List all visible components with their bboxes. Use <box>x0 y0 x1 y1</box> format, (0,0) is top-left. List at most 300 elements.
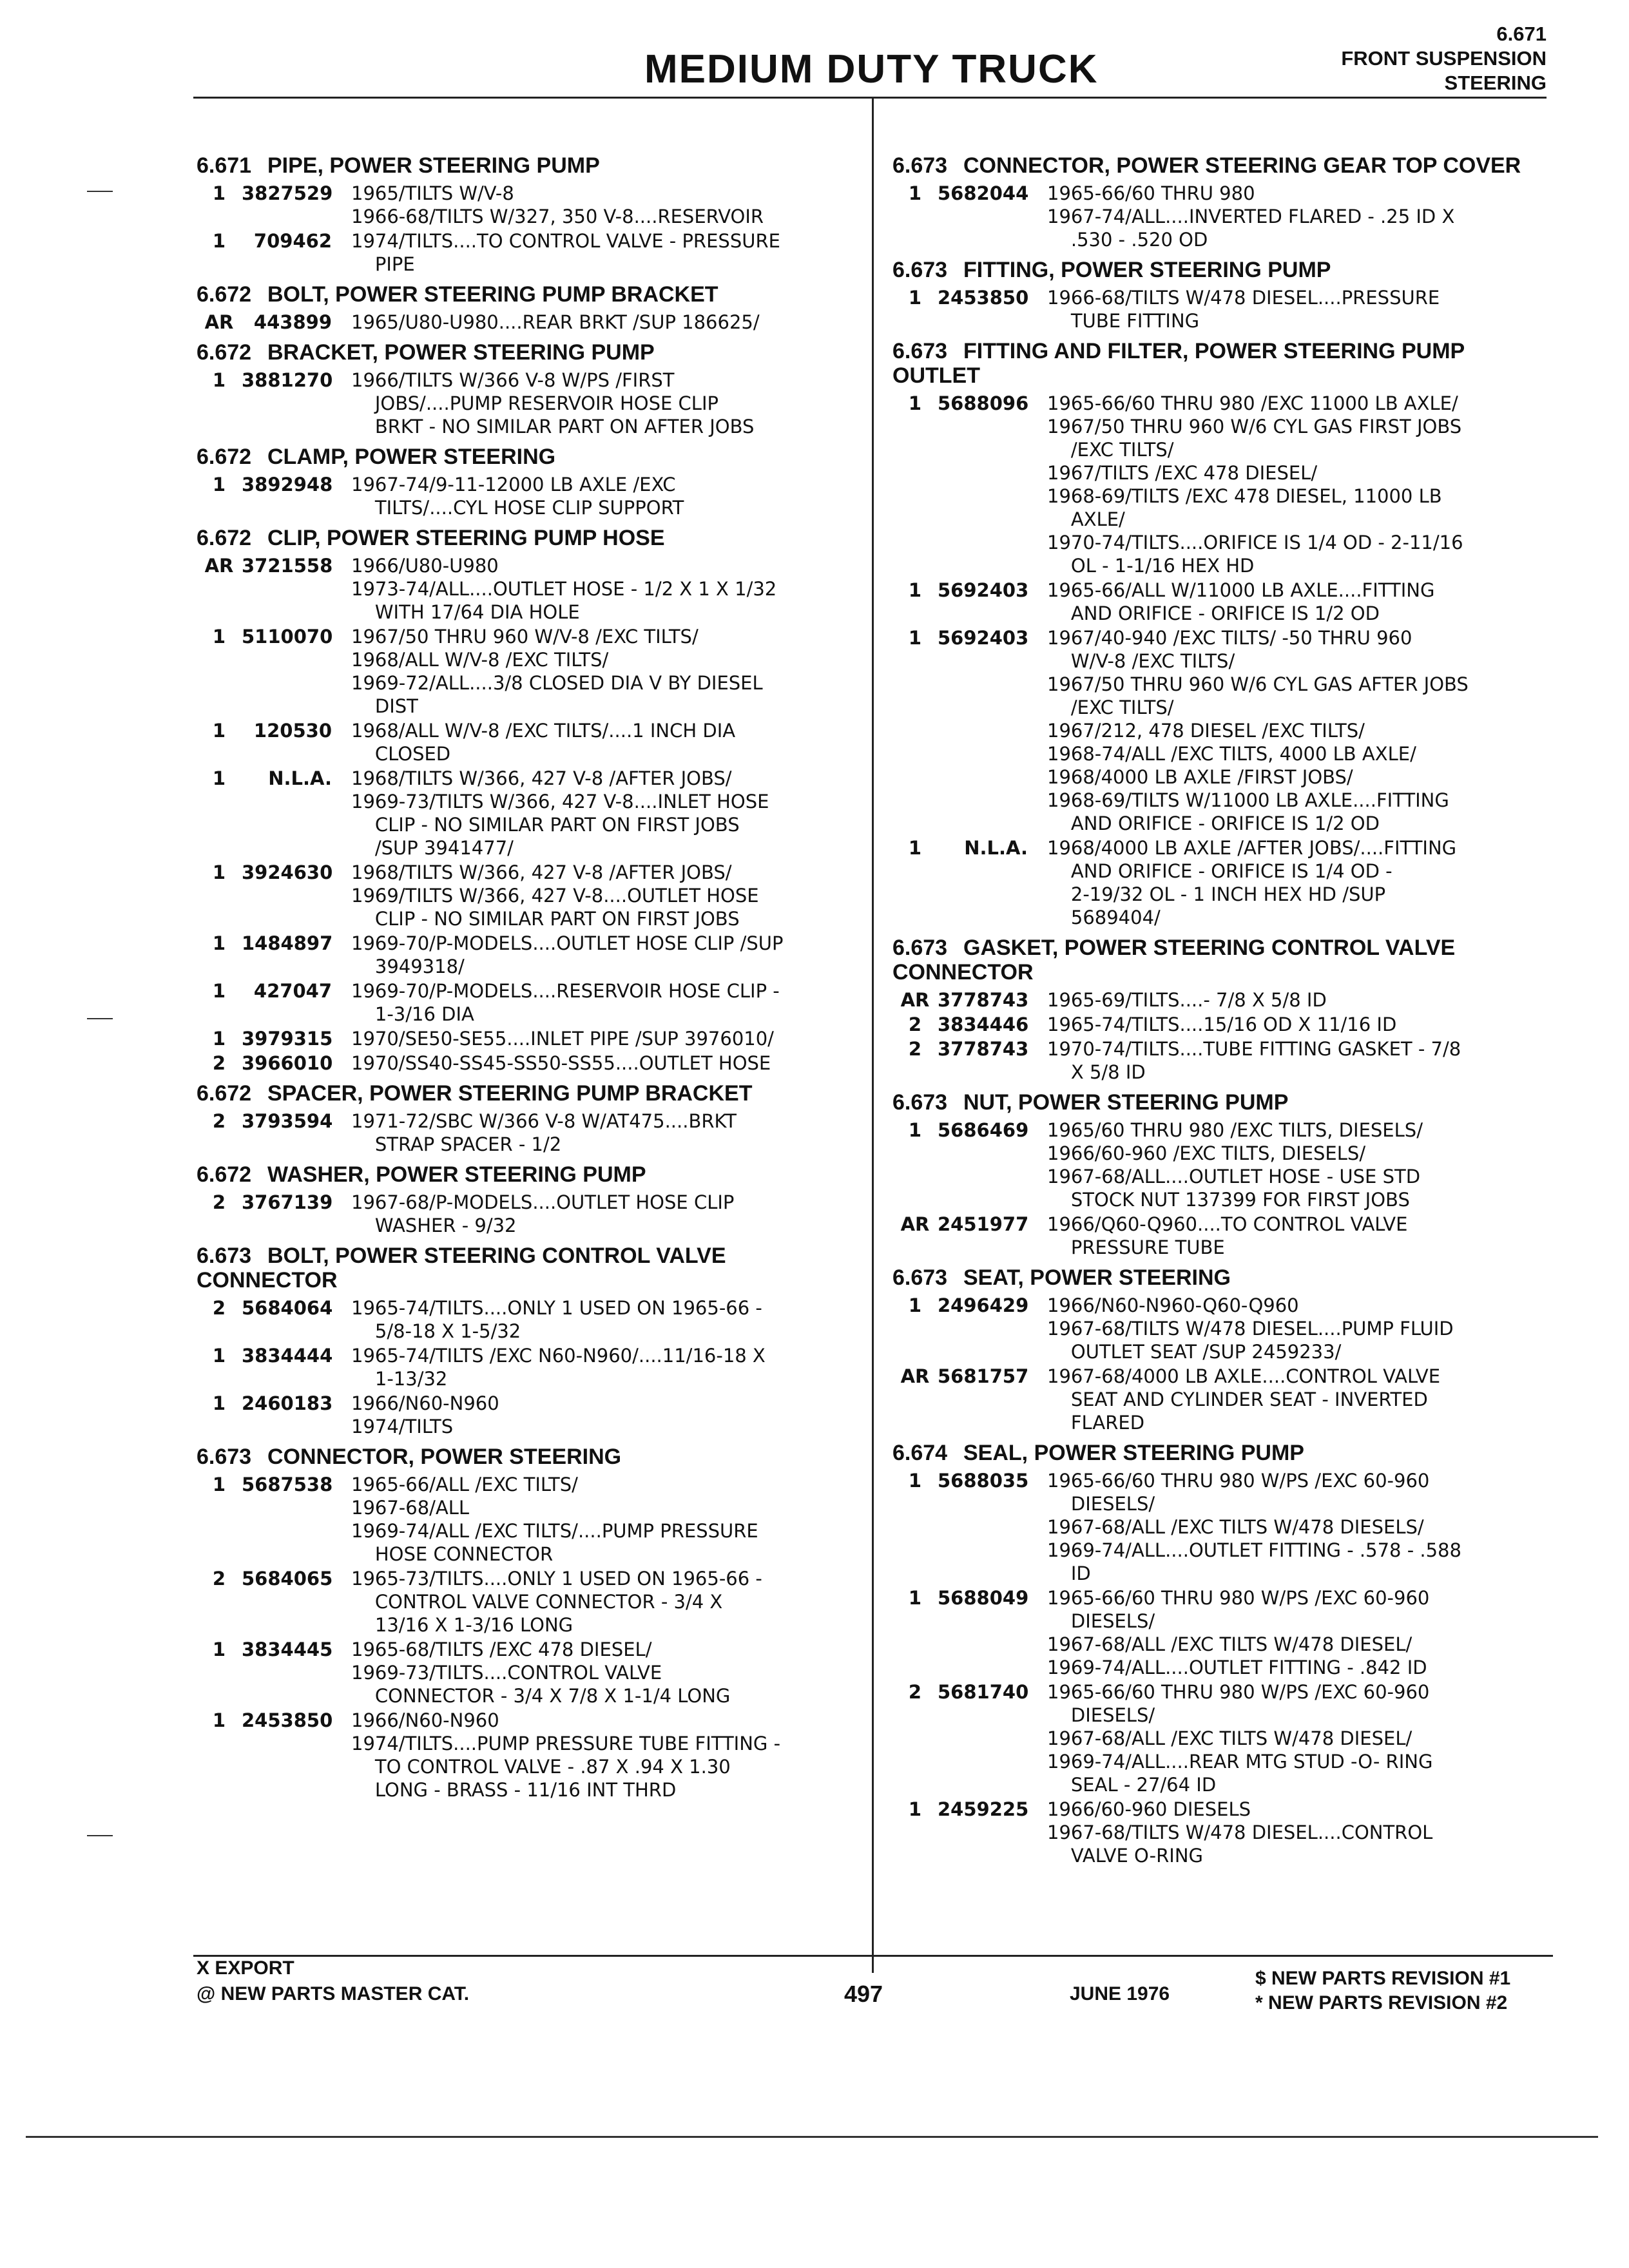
part-entry <box>197 979 854 1026</box>
description-line: BRKT - NO SIMILAR PART ON AFTER JOBS <box>351 416 755 437</box>
description-line: 1967-68/P-MODELS....OUTLET HOSE CLIP <box>351 1191 735 1213</box>
part-description <box>1047 286 1563 332</box>
description-line: TILTS/....CYL HOSE CLIP SUPPORT <box>351 497 684 519</box>
part-description <box>351 979 854 1026</box>
description-line: 1974/TILTS....TO CONTROL VALVE - PRESSURE <box>351 230 780 252</box>
description-line: 1966/60-960 /EXC TILTS, DIESELS/ <box>1047 1142 1366 1164</box>
footer-export: X EXPORT <box>197 1957 294 1979</box>
part-description <box>351 1638 854 1707</box>
description-line: 1974/TILTS....PUMP PRESSURE TUBE FITTING - <box>351 1733 781 1754</box>
part-quantity: 1 <box>212 230 226 252</box>
description-line: AND ORIFICE - ORIFICE IS 1/2 OD <box>1047 812 1380 834</box>
part-quantity: 1 <box>212 474 226 495</box>
part-number: 3793594 <box>242 1110 333 1132</box>
description-line: TUBE FITTING <box>1047 310 1200 332</box>
part-entry <box>892 1586 1563 1679</box>
description-line: 3949318/ <box>351 956 465 977</box>
description-line: PIPE <box>351 253 415 275</box>
description-line: 1968/ALL W/V-8 /EXC TILTS/ <box>351 649 609 671</box>
section-number: 6.672 <box>197 282 252 307</box>
part-number: 3979315 <box>242 1028 333 1050</box>
margin-mark <box>87 1018 113 1019</box>
section-heading <box>892 1441 1563 1465</box>
section-heading <box>892 258 1563 282</box>
part-number: 1484897 <box>242 932 333 954</box>
part-number: 2459225 <box>938 1798 1029 1820</box>
description-line: 1965-66/60 THRU 980 W/PS /EXC 60-960 <box>1047 1470 1430 1492</box>
description-line: 1968/TILTS W/366, 427 V-8 /AFTER JOBS/ <box>351 861 732 883</box>
description-line: 1969-74/ALL....OUTLET FITTING - .842 ID <box>1047 1657 1427 1678</box>
description-line: 1967/40-940 /EXC TILTS/ -50 THRU 960 <box>1047 627 1412 649</box>
section-number: 6.674 <box>892 1441 948 1465</box>
column-divider <box>872 98 874 1973</box>
part-quantity: 1 <box>212 767 226 789</box>
section-number: 6.673 <box>892 1090 948 1115</box>
description-line: 1968/4000 LB AXLE /AFTER JOBS/....FITTING <box>1047 837 1457 859</box>
description-line: /SUP 3941477/ <box>351 837 514 859</box>
part-description <box>1047 1294 1563 1363</box>
left-column <box>197 147 854 1803</box>
part-description <box>351 861 854 930</box>
description-line: 1-13/32 <box>351 1368 448 1390</box>
part-quantity: 2 <box>908 1038 922 1060</box>
description-line: 1965-68/TILTS /EXC 478 DIESEL/ <box>351 1639 652 1660</box>
part-number: N.L.A. <box>268 767 332 789</box>
description-line: CONTROL VALVE CONNECTOR - 3/4 X <box>351 1591 723 1613</box>
part-quantity: 1 <box>908 837 922 859</box>
section-title: SPACER, POWER STEERING PUMP BRACKET <box>267 1081 753 1106</box>
part-entry <box>197 1709 854 1802</box>
description-line: 1966/60-960 DIESELS <box>1047 1798 1251 1820</box>
part-number: 5688049 <box>938 1587 1029 1609</box>
part-entry <box>197 554 854 624</box>
section-heading <box>197 282 854 307</box>
section-header <box>1341 22 1547 95</box>
description-line: CONNECTOR - 3/4 X 7/8 X 1-1/4 LONG <box>351 1685 731 1707</box>
part-description <box>351 1709 854 1802</box>
description-line: 1966/N60-N960-Q60-Q960 <box>1047 1294 1299 1316</box>
part-entry <box>197 861 854 930</box>
section-number: 6.673 <box>892 1265 948 1290</box>
description-line: PRESSURE TUBE <box>1047 1236 1225 1258</box>
part-quantity: 1 <box>212 182 226 204</box>
part-entry <box>197 1296 854 1343</box>
description-line: HOSE CONNECTOR <box>351 1543 554 1565</box>
header-rule <box>193 97 1547 99</box>
section-number: 6.673 <box>892 153 948 178</box>
description-line: 1967-68/ALL /EXC TILTS W/478 DIESEL/ <box>1047 1727 1412 1749</box>
part-quantity: 1 <box>908 1587 922 1609</box>
part-quantity: 1 <box>212 1474 226 1495</box>
part-description <box>1047 1469 1563 1585</box>
part-description <box>1047 1213 1563 1259</box>
part-number: 5688035 <box>938 1470 1029 1492</box>
right-column <box>892 147 1563 1869</box>
description-line: 1968-69/TILTS /EXC 478 DIESEL, 11000 LB <box>1047 485 1442 507</box>
part-description <box>1047 579 1563 625</box>
description-line: CLIP - NO SIMILAR PART ON FIRST JOBS <box>351 814 740 836</box>
part-description <box>1047 182 1563 251</box>
part-quantity: 1 <box>212 626 226 648</box>
margin-mark <box>87 191 113 192</box>
part-quantity: 1 <box>212 1639 226 1660</box>
description-line: 1969-74/ALL /EXC TILTS/....PUMP PRESSURE <box>351 1520 758 1542</box>
part-quantity: 1 <box>212 1709 226 1731</box>
part-number: 3966010 <box>242 1052 333 1074</box>
description-line: DIESELS/ <box>1047 1704 1155 1726</box>
description-line: FLARED <box>1047 1412 1145 1434</box>
section-number: 6.673 <box>892 936 948 960</box>
section-title: BRACKET, POWER STEERING PUMP <box>267 340 655 365</box>
part-number: 3892948 <box>242 474 333 495</box>
part-quantity: 1 <box>908 287 922 309</box>
description-line: 1967-68/ALL /EXC TILTS W/478 DIESEL/ <box>1047 1633 1412 1655</box>
part-quantity: 1 <box>908 627 922 649</box>
part-entry <box>892 1798 1563 1867</box>
part-entry <box>197 473 854 519</box>
part-quantity: AR <box>900 1213 930 1235</box>
description-line: ID <box>1047 1562 1091 1584</box>
margin-mark <box>87 1835 113 1836</box>
description-line: JOBS/....PUMP RESERVOIR HOSE CLIP <box>351 392 719 414</box>
description-line: 1967-68/4000 LB AXLE....CONTROL VALVE <box>1047 1365 1441 1387</box>
section-number: 6.673 <box>892 339 948 363</box>
part-description <box>1047 626 1563 835</box>
description-line: 1966/TILTS W/366 V-8 W/PS /FIRST <box>351 369 675 391</box>
description-line: WASHER - 9/32 <box>351 1215 517 1236</box>
description-line: 1967/TILTS /EXC 478 DIESEL/ <box>1047 462 1318 484</box>
part-number: 5684064 <box>242 1297 333 1319</box>
part-number: 120530 <box>253 720 332 742</box>
part-description <box>351 1473 854 1566</box>
part-entry <box>197 311 854 334</box>
part-quantity: 1 <box>212 980 226 1002</box>
section-heading <box>892 153 1563 178</box>
section-title: NUT, POWER STEERING PUMP <box>963 1090 1289 1115</box>
part-entry <box>892 1469 1563 1585</box>
part-number: 3721558 <box>242 555 333 577</box>
description-line: 1969-70/P-MODELS....OUTLET HOSE CLIP /SUP <box>351 932 784 954</box>
description-line: 5/8-18 X 1-5/32 <box>351 1320 521 1342</box>
part-quantity: 1 <box>212 1392 226 1414</box>
description-line: 1965-73/TILTS....ONLY 1 USED ON 1965-66 - <box>351 1568 762 1590</box>
description-line: TO CONTROL VALVE - .87 X .94 X 1.30 <box>351 1756 731 1778</box>
description-line: 1965-69/TILTS....- 7/8 X 5/8 ID <box>1047 989 1327 1011</box>
part-entry <box>197 1191 854 1237</box>
description-line: 1965-66/60 THRU 980 /EXC 11000 LB AXLE/ <box>1047 392 1458 414</box>
section-heading <box>197 1162 854 1187</box>
description-line: 1967/50 THRU 960 W/V-8 /EXC TILTS/ <box>351 626 699 648</box>
description-line: STOCK NUT 137399 FOR FIRST JOBS <box>1047 1189 1410 1211</box>
section-code: 6.671 <box>1496 23 1547 45</box>
part-number: 5681757 <box>938 1365 1029 1387</box>
part-entry <box>197 182 854 228</box>
part-quantity: 2 <box>212 1568 226 1590</box>
section-title: FITTING AND FILTER, POWER STEERING PUMP OUTLET <box>892 339 1465 388</box>
part-number: 3834446 <box>938 1014 1029 1035</box>
description-line: 1-3/16 DIA <box>351 1003 474 1025</box>
part-description <box>351 625 854 718</box>
part-description <box>351 1567 854 1637</box>
section-title: GASKET, POWER STEERING CONTROL VALVE CONNECTOR <box>892 936 1456 985</box>
page-title: MEDIUM DUTY TRUCK <box>644 47 1099 91</box>
part-quantity: 1 <box>212 369 226 391</box>
part-number: 5686469 <box>938 1119 1029 1141</box>
part-description <box>1047 1798 1563 1867</box>
section-title: SEAL, POWER STEERING PUMP <box>963 1441 1304 1465</box>
description-line: 1966/N60-N960 <box>351 1392 499 1414</box>
part-number: 2453850 <box>938 287 1029 309</box>
description-line: 1969-72/ALL....3/8 CLOSED DIA V BY DIESEL <box>351 672 763 694</box>
part-quantity: 1 <box>212 1028 226 1050</box>
description-line: 1965-74/TILTS /EXC N60-N960/....11/16-18 X <box>351 1345 766 1367</box>
description-line: DIESELS/ <box>1047 1493 1155 1515</box>
description-line: 1967-68/ALL....OUTLET HOSE - USE STD <box>1047 1166 1421 1187</box>
description-line: VALVE O-RING <box>1047 1845 1204 1867</box>
description-line: 1967/50 THRU 960 W/6 CYL GAS AFTER JOBS <box>1047 673 1469 695</box>
part-quantity: 1 <box>908 579 922 601</box>
part-number: 3834445 <box>242 1639 333 1660</box>
part-entry <box>197 767 854 860</box>
description-line: 1967-74/9-11-12000 LB AXLE /EXC <box>351 474 676 495</box>
part-entry <box>197 625 854 718</box>
description-line: 1965/60 THRU 980 /EXC TILTS, DIESELS/ <box>1047 1119 1423 1141</box>
description-line: 1968-69/TILTS W/11000 LB AXLE....FITTING <box>1047 789 1449 811</box>
part-quantity: 2 <box>212 1052 226 1074</box>
section-number: 6.671 <box>197 153 252 178</box>
part-number: 3778743 <box>938 1038 1029 1060</box>
part-number: 3827529 <box>242 182 333 204</box>
part-entry <box>892 1213 1563 1259</box>
description-line: X 5/8 ID <box>1047 1061 1146 1083</box>
footer-revision-2: * NEW PARTS REVISION #2 <box>1255 1992 1508 2013</box>
part-quantity: 1 <box>212 720 226 742</box>
part-quantity: 1 <box>908 1119 922 1141</box>
section-heading <box>197 340 854 365</box>
description-line: LONG - BRASS - 11/16 INT THRD <box>351 1779 677 1801</box>
section-heading <box>197 1244 854 1293</box>
part-description <box>1047 392 1563 577</box>
part-entry <box>892 1119 1563 1211</box>
part-entry <box>197 1638 854 1707</box>
part-description <box>351 1027 854 1050</box>
description-line: AXLE/ <box>1047 508 1125 530</box>
part-number: N.L.A. <box>964 837 1028 859</box>
part-entry <box>892 392 1563 577</box>
page-number: 497 <box>844 1981 883 2007</box>
part-description <box>351 473 854 519</box>
part-entry <box>892 988 1563 1012</box>
part-number: 3767139 <box>242 1191 333 1213</box>
part-entry <box>197 719 854 765</box>
description-line: W/V-8 /EXC TILTS/ <box>1047 650 1235 672</box>
section-title: CLAMP, POWER STEERING <box>267 445 556 469</box>
part-quantity: 1 <box>908 392 922 414</box>
part-entry <box>197 1567 854 1637</box>
description-line: 1974/TILTS <box>351 1416 454 1437</box>
section-title: BOLT, POWER STEERING CONTROL VALVE CONNECTOR <box>197 1244 726 1293</box>
description-line: 13/16 X 1-3/16 LONG <box>351 1614 574 1636</box>
description-line: 1969-73/TILTS....CONTROL VALVE <box>351 1662 662 1684</box>
part-quantity: 1 <box>908 1798 922 1820</box>
description-line: STRAP SPACER - 1/2 <box>351 1133 562 1155</box>
part-description <box>351 1110 854 1156</box>
part-entry <box>892 1013 1563 1036</box>
description-line: 1967/212, 478 DIESEL /EXC TILTS/ <box>1047 720 1365 742</box>
part-quantity: 2 <box>908 1014 922 1035</box>
part-quantity: 1 <box>212 861 226 883</box>
description-line: 1968/TILTS W/366, 427 V-8 /AFTER JOBS/ <box>351 767 732 789</box>
section-number: 6.672 <box>197 1162 252 1187</box>
part-quantity: 2 <box>908 1681 922 1703</box>
description-line: OUTLET SEAT /SUP 2459233/ <box>1047 1341 1342 1363</box>
description-line: 1965-66/60 THRU 980 W/PS /EXC 60-960 <box>1047 1681 1430 1703</box>
description-line: AND ORIFICE - ORIFICE IS 1/2 OD <box>1047 602 1380 624</box>
part-entry <box>197 1027 854 1050</box>
description-line: 1966/Q60-Q960....TO CONTROL VALVE <box>1047 1213 1408 1235</box>
description-line: 1965-66/60 THRU 980 W/PS /EXC 60-960 <box>1047 1587 1430 1609</box>
part-quantity: 1 <box>212 1345 226 1367</box>
part-number: 2451977 <box>938 1213 1029 1235</box>
description-line: DIESELS/ <box>1047 1610 1155 1632</box>
description-line: 1966-68/TILTS W/327, 350 V-8....RESERVOIR <box>351 206 764 227</box>
part-number: 5682044 <box>938 182 1029 204</box>
description-line: 1967-74/ALL....INVERTED FLARED - .25 ID X <box>1047 206 1455 227</box>
section-title: CLIP, POWER STEERING PUMP HOSE <box>267 526 665 550</box>
section-heading <box>197 1445 854 1469</box>
part-quantity: 2 <box>212 1297 226 1319</box>
part-entry <box>197 1110 854 1156</box>
part-description <box>351 1392 854 1438</box>
part-description <box>1047 1119 1563 1211</box>
part-number: 5688096 <box>938 392 1029 414</box>
description-line: /EXC TILTS/ <box>1047 697 1174 718</box>
description-line: WITH 17/64 DIA HOLE <box>351 601 580 623</box>
part-entry <box>197 1392 854 1438</box>
footer-rule <box>193 1955 1553 1957</box>
part-quantity: AR <box>900 1365 930 1387</box>
description-line: 1968/4000 LB AXLE /FIRST JOBS/ <box>1047 766 1353 788</box>
section-heading <box>197 526 854 550</box>
description-line: SEAT AND CYLINDER SEAT - INVERTED <box>1047 1389 1428 1410</box>
description-line: 1965-74/TILTS....15/16 OD X 11/16 ID <box>1047 1014 1397 1035</box>
description-line: AND ORIFICE - ORIFICE IS 1/4 OD - <box>1047 860 1393 882</box>
part-description <box>351 369 854 438</box>
description-line: DIST <box>351 695 418 717</box>
section-title: CONNECTOR, POWER STEERING <box>267 1445 622 1469</box>
description-line: 5689404/ <box>1047 907 1161 928</box>
part-number: 3834444 <box>242 1345 333 1367</box>
part-number: 5692403 <box>938 627 1029 649</box>
page-edge-rule <box>26 2136 1598 2138</box>
section-title: BOLT, POWER STEERING PUMP BRACKET <box>267 282 718 307</box>
part-description <box>351 719 854 765</box>
description-line: 1965/U80-U980....REAR BRKT /SUP 186625/ <box>351 311 760 333</box>
part-number: 3881270 <box>242 369 333 391</box>
description-line: 1967/50 THRU 960 W/6 CYL GAS FIRST JOBS <box>1047 416 1462 437</box>
section-number: 6.672 <box>197 340 252 365</box>
section-title: PIPE, POWER STEERING PUMP <box>267 153 600 178</box>
part-entry <box>197 369 854 438</box>
description-line: 1968-74/ALL /EXC TILTS, 4000 LB AXLE/ <box>1047 743 1416 765</box>
description-line: 2-19/32 OL - 1 INCH HEX HD /SUP <box>1047 883 1386 905</box>
footer-date: JUNE 1976 <box>1070 1983 1170 2004</box>
description-line: 1965-66/ALL W/11000 LB AXLE....FITTING <box>1047 579 1435 601</box>
section-title: CONNECTOR, POWER STEERING GEAR TOP COVER <box>963 153 1521 178</box>
section-heading <box>892 1090 1563 1115</box>
footer-master-cat: @ NEW PARTS MASTER CAT. <box>197 1983 470 2004</box>
part-number: 5681740 <box>938 1681 1029 1703</box>
description-line: 1970-74/TILTS....TUBE FITTING GASKET - 7/8 <box>1047 1038 1461 1060</box>
part-entry <box>197 1052 854 1075</box>
part-description <box>1047 1013 1563 1036</box>
section-number: 6.672 <box>197 526 252 550</box>
part-description <box>1047 836 1563 929</box>
part-description <box>1047 1586 1563 1679</box>
description-line: 1969-74/ALL....REAR MTG STUD -O- RING <box>1047 1751 1433 1773</box>
description-line: 1973-74/ALL....OUTLET HOSE - 1/2 X 1 X 1/32 <box>351 578 777 600</box>
description-line: 1967-68/ALL <box>351 1497 470 1519</box>
part-description <box>1047 1680 1563 1796</box>
part-number: 3778743 <box>938 989 1029 1011</box>
part-entry <box>892 579 1563 625</box>
part-number: 5110070 <box>242 626 333 648</box>
part-quantity: 1 <box>908 1294 922 1316</box>
section-number: 6.672 <box>197 445 252 469</box>
footer-revision-1: $ NEW PARTS REVISION #1 <box>1255 1968 1511 1989</box>
section-name-1: FRONT SUSPENSION <box>1341 47 1547 70</box>
part-description <box>351 932 854 978</box>
section-heading <box>892 339 1563 388</box>
part-quantity: 1 <box>212 932 226 954</box>
part-entry <box>892 836 1563 929</box>
part-entry <box>197 1344 854 1390</box>
description-line: 1967-68/TILTS W/478 DIESEL....PUMP FLUID <box>1047 1318 1454 1340</box>
part-description <box>351 229 854 276</box>
part-entry <box>197 229 854 276</box>
description-line: /EXC TILTS/ <box>1047 439 1174 461</box>
section-heading <box>197 445 854 469</box>
part-number: 427047 <box>253 980 332 1002</box>
part-description <box>351 311 854 334</box>
part-number: 443899 <box>253 311 332 333</box>
part-entry <box>892 1365 1563 1434</box>
part-number: 709462 <box>253 230 332 252</box>
description-line: 1965/TILTS W/V-8 <box>351 182 514 204</box>
description-line: OL - 1-1/16 HEX HD <box>1047 555 1255 577</box>
description-line: CLOSED <box>351 743 451 765</box>
part-entry <box>892 182 1563 251</box>
section-title: FITTING, POWER STEERING PUMP <box>963 258 1331 282</box>
description-line: 1969-74/ALL....OUTLET FITTING - .578 - .588 <box>1047 1539 1461 1561</box>
description-line: 1965-74/TILTS....ONLY 1 USED ON 1965-66 - <box>351 1297 762 1319</box>
part-description <box>1047 1365 1563 1434</box>
part-entry <box>892 286 1563 332</box>
part-quantity: AR <box>900 989 930 1011</box>
part-description <box>351 1191 854 1237</box>
description-line: 1967-68/ALL /EXC TILTS W/478 DIESELS/ <box>1047 1516 1424 1538</box>
part-description <box>351 1296 854 1343</box>
part-description <box>351 1052 854 1075</box>
description-line: 1966/N60-N960 <box>351 1709 499 1731</box>
section-number: 6.673 <box>197 1244 252 1268</box>
description-line: 1969-70/P-MODELS....RESERVOIR HOSE CLIP - <box>351 980 780 1002</box>
section-heading <box>197 153 854 178</box>
part-entry <box>197 932 854 978</box>
part-entry <box>892 1680 1563 1796</box>
section-heading <box>892 1265 1563 1290</box>
section-name-2: STEERING <box>1444 72 1547 94</box>
